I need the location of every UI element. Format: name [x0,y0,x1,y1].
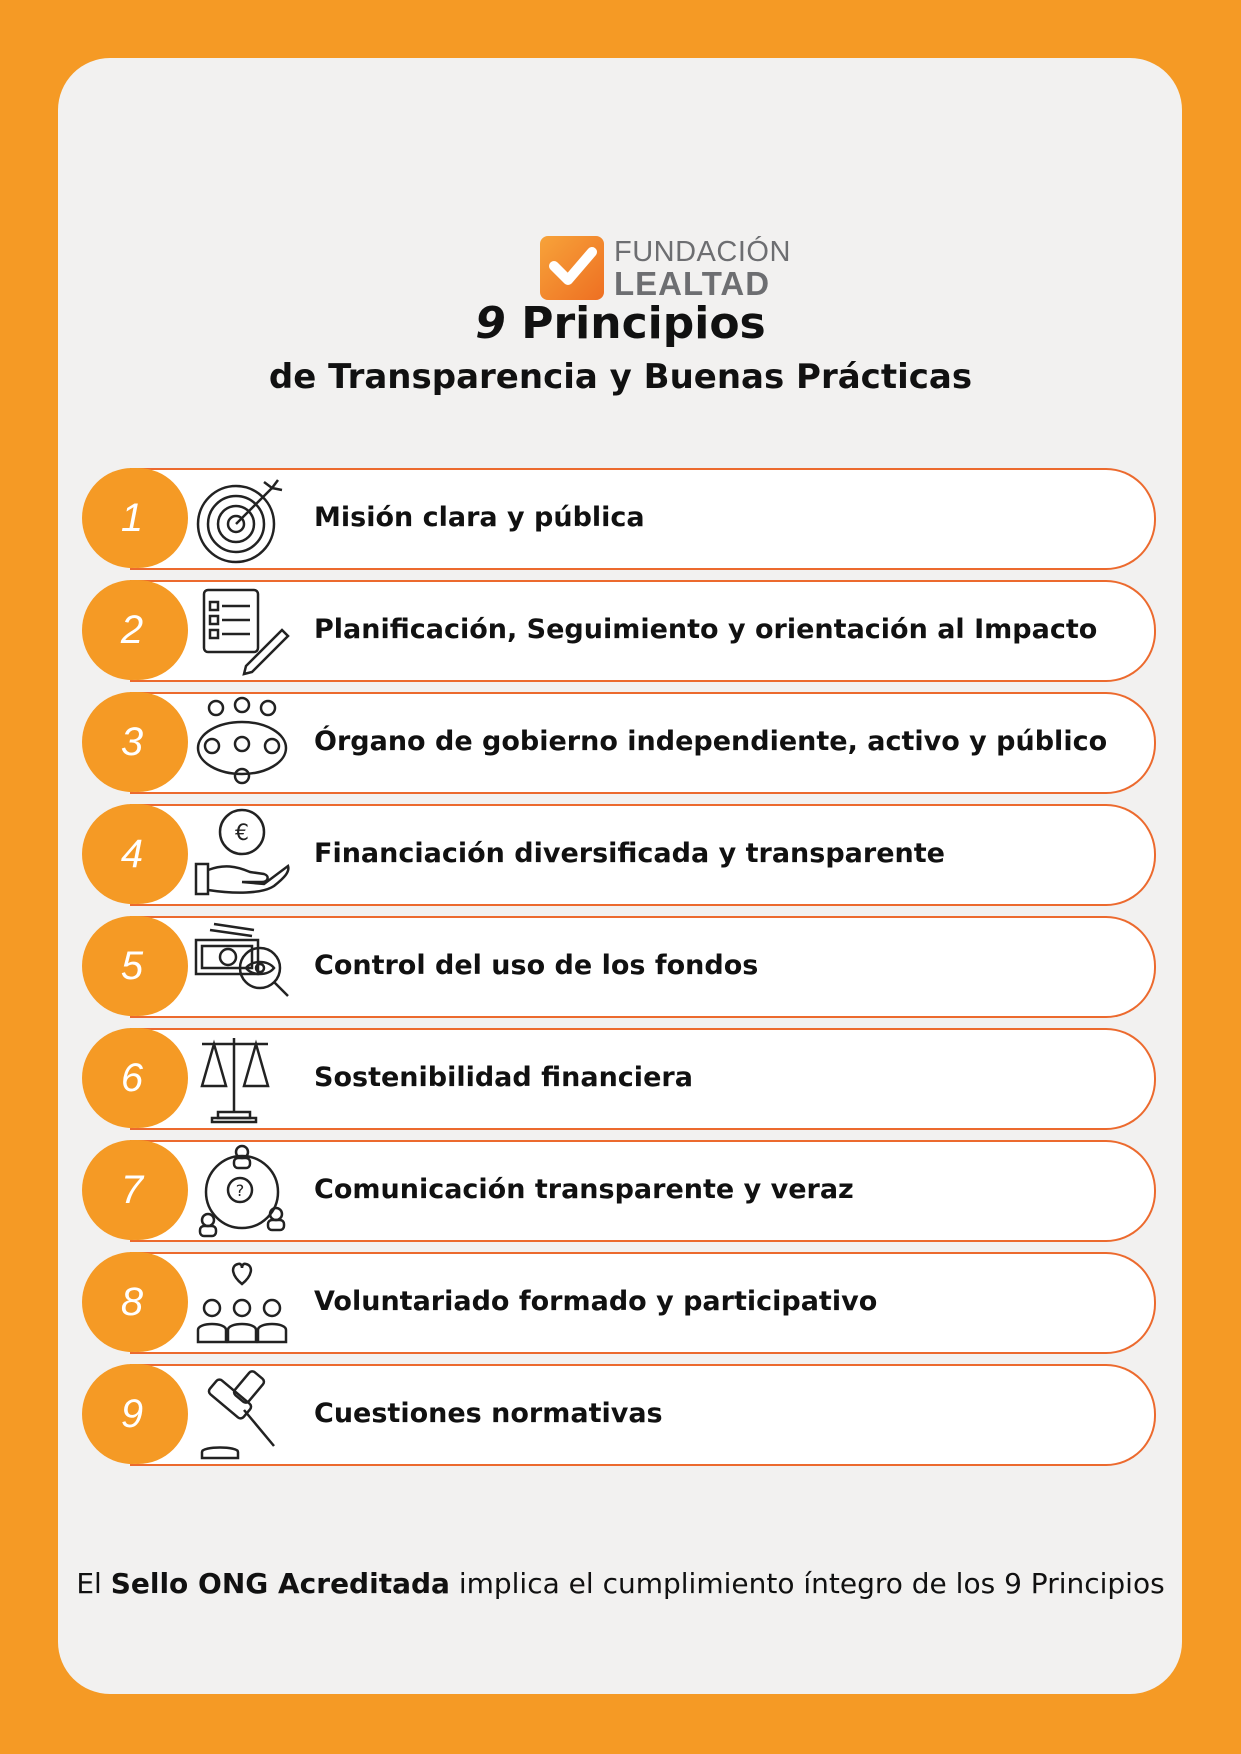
footer-note: El Sello ONG Acreditada implica el cumplimiento íntegro de los 9 Principios [76,1567,1165,1600]
board-meeting-icon [194,696,290,790]
principle-label: Comunicación transparente y veraz [314,1174,854,1205]
footer-bold: Sello ONG Acreditada [110,1567,450,1600]
logo-text-top: FUNDACIÓN [614,236,791,268]
title-text: Principios [521,298,766,349]
gavel-icon [194,1368,290,1462]
principle-row-6 [82,1028,1156,1130]
svg-text:€: € [235,821,249,846]
balance-scale-icon [194,1032,290,1126]
number-badge: 4 [82,804,182,904]
number-badge: 6 [82,1028,182,1128]
principle-label: Órgano de gobierno independiente, activo y público [314,726,1108,757]
page-title [0,296,1241,352]
logo-text-bottom: LEALTAD [614,265,771,302]
svg-text:?: ? [235,1181,245,1200]
principle-row-1 [82,468,1156,570]
principle-label: Cuestiones normativas [314,1398,663,1429]
volunteers-heart-icon [194,1256,290,1350]
principle-row-8 [82,1252,1156,1354]
content-card [58,58,1182,1694]
target-icon [194,472,290,566]
hand-euro-coin-icon [194,808,290,902]
title-number: 9 [475,298,506,349]
number-badge: 5 [82,916,182,1016]
communication-people-icon [194,1144,290,1238]
principle-label: Planificación, Seguimiento y orientación al Impacto [314,614,1098,645]
principle-row-7 [82,1140,1156,1242]
money-magnifier-icon [194,920,290,1014]
page-subtitle: de Transparencia y Buenas Prácticas [268,357,973,397]
number-badge: 2 [82,580,182,680]
number-badge: 1 [82,468,182,568]
number-badge: 7 [82,1140,182,1240]
number-badge: 3 [82,692,182,792]
number-badge: 9 [82,1364,182,1464]
principle-row-5 [82,916,1156,1018]
principle-label: Misión clara y pública [314,502,645,533]
principle-label: Voluntariado formado y participativo [314,1286,878,1317]
principle-row-9 [82,1364,1156,1466]
principle-row-2 [82,580,1156,682]
principle-label: Financiación diversificada y transparente [314,838,945,869]
principle-label: Control del uso de los fondos [314,950,759,981]
principle-row-3 [82,692,1156,794]
principle-row-4 [82,804,1156,906]
principle-label: Sostenibilidad financiera [314,1062,693,1093]
number-badge: 8 [82,1252,182,1352]
checklist-pencil-icon [194,584,290,678]
